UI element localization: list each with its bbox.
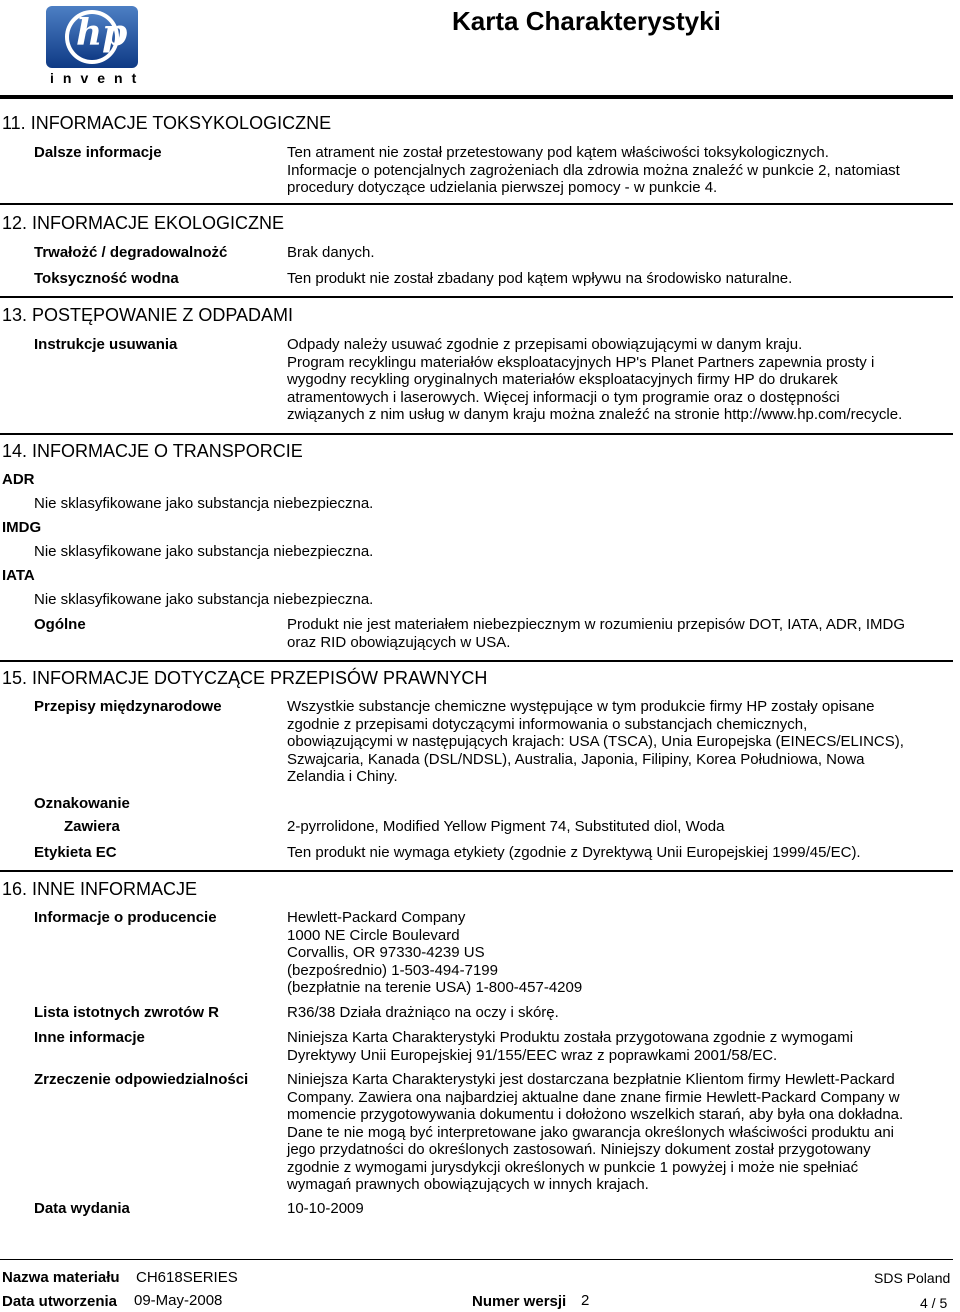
document-title: Karta Charakterystyki (452, 6, 721, 36)
section-divider (0, 870, 953, 872)
logo-tagline: invent (50, 70, 146, 86)
text-line: Corvallis, OR 97330-4239 US (287, 944, 485, 961)
text-line: wymagań prawnych obowiązujących w innych krajach. (287, 1176, 649, 1193)
disclaimer-label: Zrzeczenie odpowiedzialności (34, 1071, 249, 1088)
text-line: Program recyklingu materiałów eksploatacyjnych HP's Planet Partners zapewnia prosty i (287, 353, 875, 371)
text-line: Zelandia i Chiny. (287, 768, 398, 785)
r-phrases-value: R36/38 Działa drażniąco na oczy i skórę. (287, 1004, 559, 1021)
version-label: Numer wersji (472, 1293, 567, 1310)
section-divider (0, 296, 953, 298)
text-line: obowiązującymi w następujących krajach: USA (TSCA), Unia Europejska (EINECS/ELINCS), (287, 733, 904, 750)
general-value (287, 616, 947, 651)
issue-date-label: Data wydania (34, 1200, 130, 1217)
r-phrases-label: Lista istotnych zwrotów R (34, 1004, 220, 1021)
text-line: Dane te nie mogą być interpretowane jako gwarancja określonych właściwości produktu ani (287, 1123, 894, 1141)
version-value: 2 (581, 1292, 590, 1309)
persistence-value: Brak danych. (287, 244, 375, 261)
logo-text: hp (76, 12, 128, 54)
text-line: jego przydatności do określonych zastosowań. Niniejszy dokument został przygotowany (287, 1141, 871, 1158)
text-line: Wszystkie substancje chemiczne występujące w tym produkcie firmy HP zostały opisane (287, 698, 875, 715)
material-name-label: Nazwa materiału (2, 1269, 120, 1286)
intl-regulations-value (287, 698, 947, 786)
ec-value: Ten produkt nie wymaga etykiety (zgodnie z Dyrektywą Unii Europejskiej 1999/45/EC). (287, 844, 861, 861)
text-line: Szwajcaria, Kanada (DSL/NDSL), Australia, Japonia, Filipiny, Korea Południowa, Nowa (287, 750, 865, 768)
text-line: oraz RID obowiązujących w USA. (287, 633, 511, 651)
text-line: wygodny recykling oryginalnych materiałów eksploatacyjnych firmy HP do drukarek (287, 371, 838, 388)
section-13-title: 13. POSTĘPOWANIE Z ODPADAMI (2, 305, 294, 325)
created-date-value: 09-May-2008 (134, 1292, 223, 1309)
text-line: związanych z nim usług w danym kraju można znaleźć na stronie http://www.hp.com/recycle. (287, 406, 903, 423)
text-line: Niniejsza Karta Charakterystyki jest dostarczana bezpłatnie Klientom firmy Hewlett-Packard (287, 1071, 895, 1088)
text-line: Hewlett-Packard Company (287, 909, 466, 926)
footer-divider (0, 1259, 953, 1260)
region-label: SDS Poland (874, 1270, 951, 1286)
text-line: 1000 NE Circle Boulevard (287, 926, 460, 944)
aquatic-toxicity-label: Toksyczność wodna (34, 270, 179, 287)
text-line: Ten atrament nie został przetestowany pod kątem właściwości toksykologicznych. (287, 144, 829, 161)
created-date-label: Data utworzenia (2, 1293, 118, 1310)
transport-mode-iata: IATA (2, 567, 35, 584)
disposal-value (287, 336, 947, 424)
text-line: Niniejsza Karta Charakterystyki Produktu została przygotowana zgodnie z wymogami (287, 1029, 854, 1046)
section-12-title: 12. INFORMACJE EKOLOGICZNE (2, 213, 285, 233)
section-divider (0, 660, 953, 662)
disclaimer-value (287, 1071, 947, 1194)
producer-label: Informacje o producencie (34, 909, 217, 926)
persistence-label: Trwałożć / degradowalnożć (34, 244, 228, 261)
header-divider (0, 95, 953, 99)
material-name-value: CH618SERIES (136, 1269, 238, 1286)
contains-label: Zawiera (64, 818, 120, 835)
text-line: Company. Zawiera ona najbardziej aktualne dane znane firmie Hewlett-Packard Company w (287, 1088, 900, 1106)
transport-mode-imdg: IMDG (2, 519, 42, 536)
other-info-label: Inne informacje (34, 1029, 145, 1046)
text-line: zgodnie z wymogami jurysdykcji określonych w punkcie 1 powyżej i może nie spełniać (287, 1158, 859, 1176)
further-info-label: Dalsze informacje (34, 144, 162, 161)
transport-imdg-text: Nie sklasyfikowane jako substancja niebezpieczna. (34, 543, 374, 560)
other-info-value (287, 1029, 947, 1064)
text-line: (bezpośrednio) 1-503-494-7199 (287, 961, 498, 979)
section-11-title: 11. INFORMACJE TOKSYKOLOGICZNE (2, 113, 332, 133)
text-line: Produkt nie jest materiałem niebezpiecznym w rozumieniu przepisów DOT, IATA, ADR, IMDG (287, 616, 905, 633)
text-line: momencie przygotowywania dokumentu i dołożono wszelkich starań, aby była ona dokładna. (287, 1106, 904, 1123)
issue-date-value: 10-10-2009 (287, 1200, 364, 1217)
aquatic-toxicity-value: Ten produkt nie został zbadany pod kątem wpływu na środowisko naturalne. (287, 270, 793, 287)
text-line: zgodnie z przepisami dotyczącymi informowania o substancjach chemicznych, (287, 715, 808, 733)
contains-value: 2-pyrrolidone, Modified Yellow Pigment 74, Substituted diol, Woda (287, 818, 725, 835)
transport-iata-text: Nie sklasyfikowane jako substancja niebezpieczna. (34, 591, 374, 608)
text-line: Dyrektywy Unii Europejskiej 91/155/EEC wraz z poprawkami 2001/58/EC. (287, 1046, 778, 1064)
section-divider (0, 203, 953, 205)
section-14-title: 14. INFORMACJE O TRANSPORCIE (2, 441, 303, 461)
text-line: procedury dotyczące udzielania pierwszej pomocy - w punkcie 4. (287, 179, 718, 196)
intl-regulations-label: Przepisy międzynarodowe (34, 698, 222, 715)
section-15-title: 15. INFORMACJE DOTYCZĄCE PRZEPISÓW PRAWNYCH (2, 668, 488, 688)
hp-logo (44, 6, 146, 88)
marking-label: Oznakowanie (34, 795, 130, 812)
text-line: Informacje o potencjalnych zagrożeniach dla zdrowia można znaleźć w punkcie 2, natomiast (287, 161, 900, 179)
ec-label: Etykieta EC (34, 844, 117, 861)
page-number: 4 / 5 (920, 1295, 948, 1311)
transport-mode-adr: ADR (2, 471, 35, 488)
section-divider (0, 433, 953, 435)
disposal-label: Instrukcje usuwania (34, 336, 178, 353)
producer-value (287, 909, 947, 997)
text-line: atramentowych i laserowych. Więcej informacji o tym programie oraz o dostępności (287, 388, 840, 406)
further-info-value (287, 144, 947, 197)
text-line: (bezpłatnie na terenie USA) 1-800-457-4209 (287, 979, 583, 996)
general-label: Ogólne (34, 616, 86, 633)
section-16-title: 16. INNE INFORMACJE (2, 879, 198, 899)
transport-adr-text: Nie sklasyfikowane jako substancja niebezpieczna. (34, 495, 374, 512)
text-line: Odpady należy usuwać zgodnie z przepisami obowiązującymi w danym kraju. (287, 336, 803, 353)
